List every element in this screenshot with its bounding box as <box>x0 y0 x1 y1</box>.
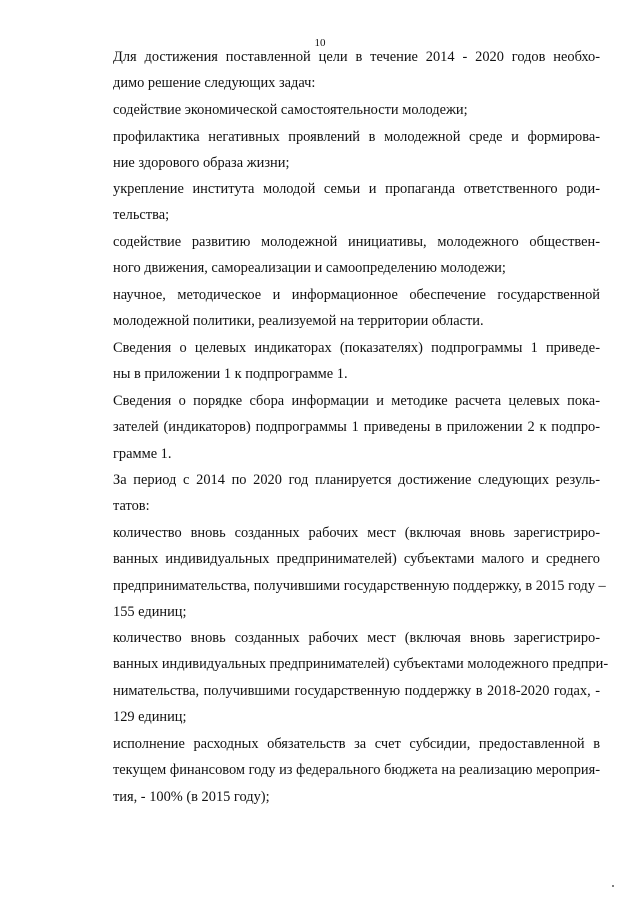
paragraph-result-jobs-small-business <box>74 520 606 626</box>
text-line: ние здорового образа жизни; <box>113 155 290 172</box>
paragraph-task-initiative <box>74 229 600 282</box>
paragraph-result-subsidy <box>74 731 600 810</box>
paragraph-task-science <box>74 282 600 335</box>
paragraph-results-intro <box>74 467 600 520</box>
scan-speck <box>612 885 614 887</box>
paragraph-task-family <box>74 176 600 229</box>
text-line: тельства; <box>113 207 170 224</box>
paragraph-indicators <box>74 335 600 388</box>
text-line: количество вновь созданных рабочих мест (включая вновь зарегистриро- <box>113 525 600 541</box>
text-line: Сведения о целевых индикаторах (показателях) подпрограммы 1 приведе- <box>113 340 600 356</box>
text-line: содействие развитию молодежной инициативы, молодежного обществен- <box>113 234 600 250</box>
text-line: количество вновь созданных рабочих мест (включая вновь зарегистриро- <box>113 630 600 646</box>
text-line: содействие экономической самостоятельности молодежи; <box>113 102 468 118</box>
paragraph-task-economic <box>74 97 600 123</box>
text-line: нимательства, получившими государственную поддержку в 2018-2020 годах, - <box>113 682 600 699</box>
text-line: димо решение следующих задач: <box>113 75 316 92</box>
text-line: ного движения, самореализации и самоопределению молодежи; <box>113 260 506 277</box>
page-number: 10 <box>314 37 326 49</box>
text-line: молодежной политики, реализуемой на территории области. <box>113 313 484 330</box>
paragraph-goal-intro <box>74 44 600 97</box>
text-line: исполнение расходных обязательств за счет субсидии, предоставленной в <box>113 736 600 752</box>
text-line: зателей (индикаторов) подпрограммы 1 приведены в приложении 2 к подпро- <box>113 419 600 436</box>
text-line: 155 единиц; <box>113 604 187 621</box>
text-line: За период с 2014 по 2020 год планируется достижение следующих резуль- <box>113 472 600 488</box>
text-line: укрепление института молодой семьи и пропаганда ответственного роди- <box>113 181 600 197</box>
text-line: Сведения о порядке сбора информации и методике расчета целевых пока- <box>113 393 600 409</box>
text-line: профилактика негативных проявлений в молодежной среде и формирова- <box>113 129 600 145</box>
paragraph-result-jobs-youth-business <box>74 625 609 731</box>
text-line: ны в приложении 1 к подпрограмме 1. <box>113 366 348 383</box>
text-line: Для достижения поставленной цели в течение 2014 - 2020 годов необхо- <box>113 49 600 65</box>
text-line: ванных индивидуальных предпринимателей) субъектами малого и среднего <box>113 551 600 568</box>
text-line: ванных индивидуальных предпринимателей) субъектами молодежного предпри- <box>113 656 609 673</box>
text-line: текущем финансовом году из федерального бюджета на реализацию мероприя- <box>113 762 600 779</box>
text-line: грамме 1. <box>113 445 172 462</box>
text-line: татов: <box>113 498 150 515</box>
text-line: тия, - 100% (в 2015 году); <box>113 788 270 805</box>
text-line: научное, методическое и информационное обеспечение государственной <box>113 287 600 303</box>
text-line: предпринимательства, получившими государственную поддержку, в 2015 году – <box>113 577 606 594</box>
paragraph-task-prevention <box>74 124 600 177</box>
text-line: 129 единиц; <box>113 709 187 726</box>
paragraph-methodology <box>74 388 600 467</box>
